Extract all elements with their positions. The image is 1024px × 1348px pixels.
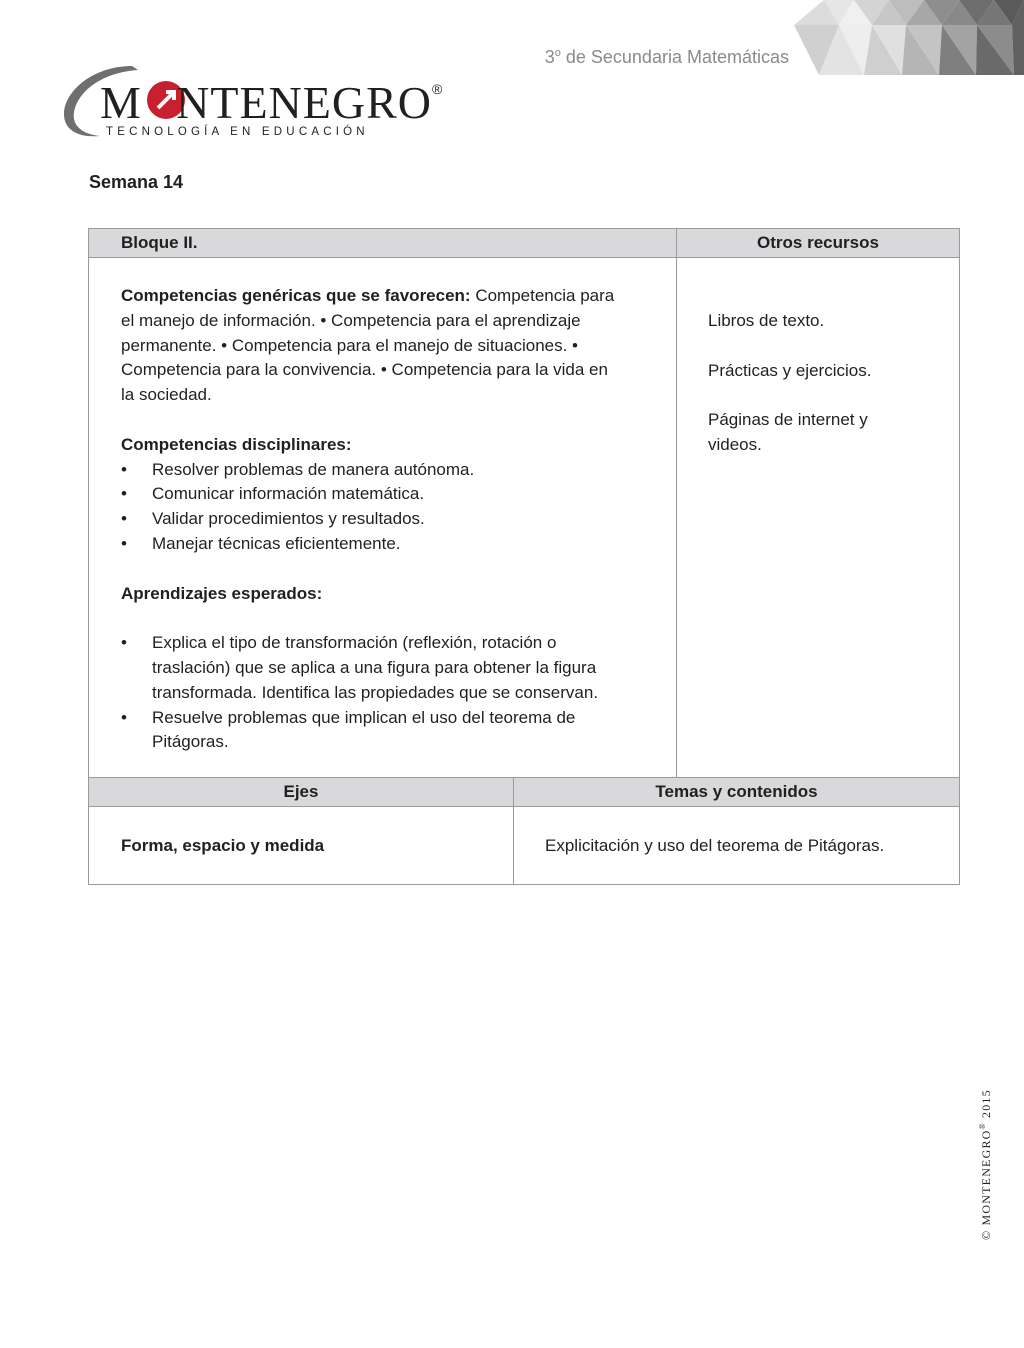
copyright-year: 2015 bbox=[979, 1089, 993, 1118]
ejes-table-header bbox=[89, 778, 959, 807]
list-item-text: Resuelve problemas que implican el uso del teorema de bbox=[152, 707, 576, 727]
resource-item: Prácticas y ejercicios. bbox=[708, 360, 872, 380]
logo-registered-mark: ® bbox=[432, 81, 444, 97]
list-item-text: Pitágoras. bbox=[152, 732, 229, 752]
logo-wordmark bbox=[100, 77, 444, 128]
bullet: • bbox=[121, 459, 127, 479]
bullet: • bbox=[121, 533, 127, 553]
logo-tagline: TECNOLOGÍA EN EDUCACIÓN bbox=[106, 126, 369, 138]
logo-letter-m: M bbox=[100, 77, 142, 128]
ejes-table bbox=[88, 778, 960, 885]
header-ejes: Ejes bbox=[283, 782, 319, 801]
copyright-symbol: © bbox=[979, 1229, 993, 1240]
copyright-brand: MONTENEGRO bbox=[979, 1129, 993, 1226]
resource-item: Libros de texto. bbox=[708, 311, 825, 330]
column-divider bbox=[513, 778, 514, 884]
eje-value: Forma, espacio y medida bbox=[121, 836, 325, 855]
otros-recursos-content bbox=[708, 309, 928, 458]
list-item-text: Resolver problemas de manera autónoma. bbox=[152, 459, 475, 479]
list-item-text: Validar procedimientos y resultados. bbox=[152, 509, 425, 529]
list-item-text: transformada. Identifica las propiedades que se conservan. bbox=[152, 682, 599, 702]
competencias-genericas-text: Competencia para la convivencia. • Competencia para la vida en bbox=[121, 360, 608, 380]
list-item-text: traslación) que se aplica a una figura para obtener la figura bbox=[152, 657, 597, 677]
montenegro-logo bbox=[62, 62, 444, 142]
grade-ordinal: o bbox=[554, 47, 561, 59]
aprendizajes-label: Aprendizajes esperados: bbox=[121, 583, 323, 603]
header-temas-contenidos: Temas y contenidos bbox=[655, 782, 818, 801]
list-item-text: Comunicar información matemática. bbox=[152, 484, 425, 504]
bullet: • bbox=[121, 509, 127, 529]
list-item bbox=[121, 458, 646, 483]
block-content bbox=[121, 284, 646, 755]
copyright-notice bbox=[978, 1089, 994, 1240]
logo-letters-rest: NTENEGRO bbox=[176, 77, 432, 128]
list-item bbox=[121, 631, 646, 705]
header-bloque: Bloque II. bbox=[121, 233, 198, 252]
competencias-genericas-text: Competencia para bbox=[470, 286, 615, 305]
list-item bbox=[121, 532, 646, 557]
bullet: • bbox=[121, 633, 127, 653]
bullet: • bbox=[121, 484, 127, 504]
bullet: • bbox=[121, 707, 127, 727]
week-title: Semana 14 bbox=[89, 172, 184, 192]
header-otros-recursos: Otros recursos bbox=[757, 233, 879, 252]
column-divider bbox=[676, 229, 677, 777]
competencias-genericas-line bbox=[121, 284, 646, 309]
competencias-disciplinares-label: Competencias disciplinares: bbox=[121, 434, 352, 454]
list-item-text: Manejar técnicas eficientemente. bbox=[152, 533, 401, 553]
resource-item: videos. bbox=[708, 434, 762, 454]
list-item bbox=[121, 706, 646, 756]
copyright-registered: ® bbox=[978, 1122, 987, 1130]
subject-text: de Secundaria Matemáticas bbox=[560, 47, 789, 67]
competencias-genericas-text: el manejo de información. • Competencia para el aprendizaje bbox=[121, 310, 581, 330]
competencias-genericas-label: Competencias genéricas que se favorecen: bbox=[121, 286, 471, 305]
grade-number: 3 bbox=[544, 47, 555, 67]
resource-item: Páginas de internet y bbox=[708, 410, 868, 430]
list-item bbox=[121, 482, 646, 507]
list-item bbox=[121, 507, 646, 532]
course-subject bbox=[545, 47, 789, 68]
triangle-pattern-decoration bbox=[794, 0, 1024, 80]
block-table bbox=[88, 228, 960, 778]
competencias-genericas-text: permanente. • Competencia para el manejo de situaciones. • bbox=[121, 335, 578, 355]
competencias-genericas-text: la sociedad. bbox=[121, 385, 212, 405]
list-item-text: Explica el tipo de transformación (reflexión, rotación o bbox=[152, 633, 557, 653]
block-table-header bbox=[89, 229, 959, 258]
tema-value: Explicitación y uso del teorema de Pitágoras. bbox=[545, 836, 885, 855]
